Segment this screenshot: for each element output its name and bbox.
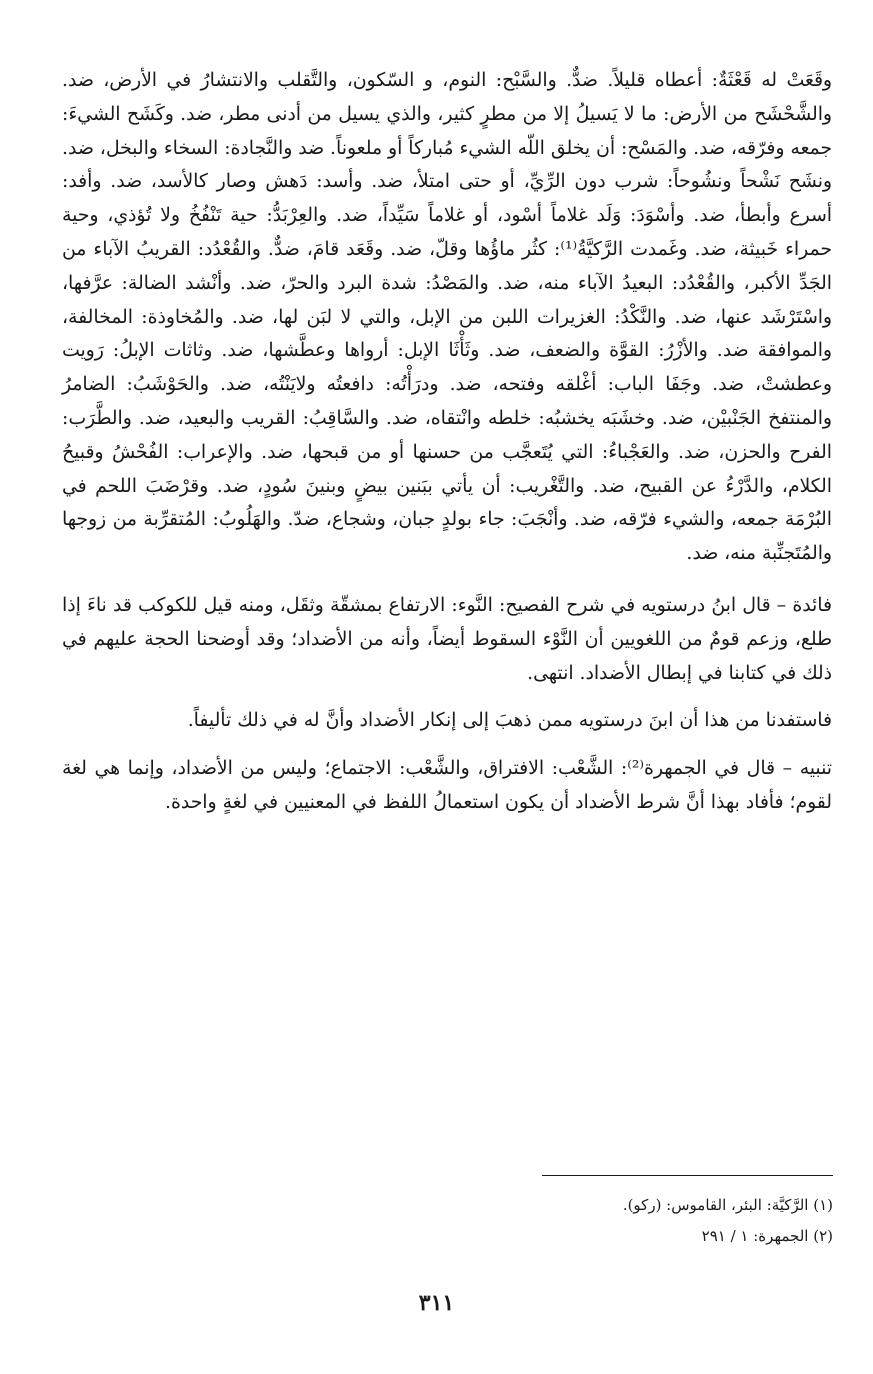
paragraph-faida: فائدة – قال ابنُ درستويه في شرح الفصيح: النَّوء: الارتفاع بمشقّة وثقَل، ومنه قيل للكوكب قد ناءَ إذا طلع، وزعم قومٌ من اللغويين أن النَّوْء السقوط أيضاً، وأنه من الأضداد؛ وقد أوضحنا الحجة عليهم في ذلك في كتابنا في إبطال الأضداد. انتهى. <box>62 594 832 684</box>
footnote-separator <box>542 1175 833 1176</box>
main-text <box>62 64 832 834</box>
footnote-1: (١) الرَّكيَّة: البئر، القاموس: (ركو). <box>622 1196 833 1214</box>
footnote-2: (٢) الجمهرة: ١ / ٢٩١ <box>701 1227 833 1245</box>
paragraph-addad-list: وقَعَتْ له قَعْثَةٌ: أعطاه قليلاً. ضدٌّ. والسَّبْح: النوم، و السّكون، والتَّقلب والانتشارُ في الأرض، ضد. والشَّحْشَح من الأرض: ما لا يَسيلُ إلا من مطرٍ كثير، والذي يسيل من أدنى مطر، ضد. وكَشَح الشيءَ: جمعه وفرّقه، ضد. والمَسْح: أن يخلق اللّه الشيء مُباركاً أو ملعوناً. ضد والنَّجادة: السخاء والبخل، ضد. ونشَح نَشْحاً ونشُوحاً: شرب دون الرِّيِّ، أو حتى امتلأ، ضد. وأسد: دَهش وصار كالأسد، ضد. وأفد: أسرع وأبطأ، ضد. وأسْوَدَ: وَلَد غلاماً أسْود، أو غلاماً سَيِّداً، ضد. والعِرْبَدُّ: حية تَنْفُخُ ولا تُؤذي، وحية حمراء خَبيثة، ضد. وغَمدت الرَّكيَّةُ⁽¹⁾: كثُر ماؤُها وقلّ، ضد. وقَعَد قامَ، ضدٌّ. والقُعْدُد: القريبُ الآباء من الجَدِّ الأكبر، والقُعْدُد: البعيدُ الآباء منه، ضد. والمَصْدُ: شدة البرد والحرّ، ضد. وأنْشد الضالة: عرَّفها، واسْتَرْشَد عنها، ضد. والنَّكْدُ: الغزيرات اللبن من الإبل، والتي لا لبَن لها، ضد. والمُخاوذة: المخالفة، والموافقة ضد. والأزْرُ: القوَّة والضعف، ضد. وثَأْثَا الإبل: أرواها وعطَّشها، ضد. وثاثات الإبلُ: رَويت وعطشتْ، ضد. وجَفَا الباب: أغْلقه وفتحه، ضد. ودرَأْتُه: دافعتُه ولايَنْتُه، ضد. والحَوْشَبُ: الضامرُ والمنتفخ الجَنْبيْن، ضد. وخشَبَه يخشبُه: خلطه وانْتقاه، ضد. والسَّاقِبُ: القريب والبعيد، ضد. والطَّرَب: الفرح والحزن، ضد. والعَجْباءُ: التي يُتَعجَّب من حسنها أو من قبحها، ضد. والإعراب: الفُحْشُ وقبيحُ الكلام، والدَّرْءُ عن القبيح، ضد. والتَّغْريب: أن يأتي ببَنين بيضٍ وبنينَ سُودٍ، ضد. وقرْضَبَ اللحم في البُرْمَة جمعه، والشيء فرّقه، ضد. وأنْجَبَ: جاء بولدٍ جبان، وشجاع، ضدّ. والهَلُوبُ: المُتقرِّبة من زوجها والمُتَجنِّبة منه، ضد. <box>62 70 832 565</box>
paragraph-conclusion: فاستفدنا من هذا أن ابنَ درستويه ممن ذهبَ إلى إنكار الأضداد وأنَّ له في ذلك تأليفاً. <box>187 710 832 732</box>
paragraph-tanbih: تنبيه – قال في الجمهرة⁽²⁾: الشَّعْب: الافتراق، والشَّعْب: الاجتماع؛ وليس من الأضداد، وإنما هي لغة لقوم؛ فأفاد بهذا أنَّ شرط الأضداد أن يكون استعمالُ اللفظ في المعنيين في لغةٍ واحدة. <box>62 758 832 813</box>
page-number: ٣١١ <box>418 1290 455 1316</box>
footnotes <box>333 1190 833 1252</box>
